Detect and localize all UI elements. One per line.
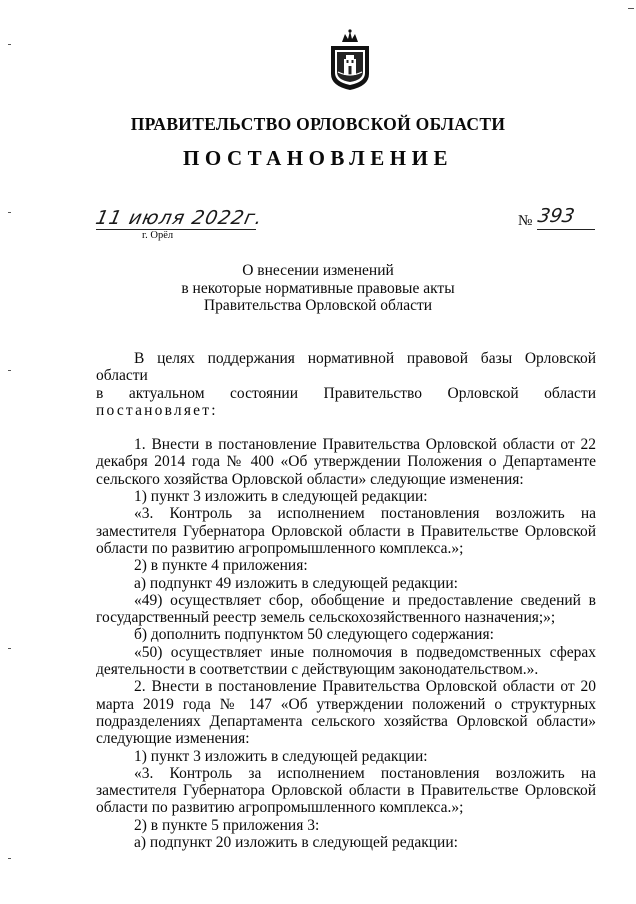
item-1-2a-text: «49) осуществляет сбор, обобщение и предоставление сведений в государственный реестр земель сельскохозяйственного назначения;»; [96, 591, 596, 627]
scan-speck [8, 648, 11, 649]
handwritten-date: 11 июля 2022г. [93, 207, 265, 229]
item-2-2: 2) в пункте 5 приложения 3: [134, 816, 320, 834]
paragraph-1: 1. Внести в постановление Правительства Орловской области от 22 декабря 2014 года № 400 «Об утверждении Положения о Департаменте сельского хозяйства Орловской области» следующие изменения: [96, 436, 596, 488]
scan-speck [628, 8, 634, 9]
number-underline [537, 229, 595, 230]
intro-line: в актуальном состоянии Правительство Орловской области [96, 384, 596, 402]
subject-line: Правительства Орловской области [203, 297, 433, 314]
document-subject [0, 262, 636, 315]
item-1-2a: а) подпункт 49 изложить в следующей редакции: [134, 574, 458, 592]
item-2-1: 1) пункт 3 изложить в следующей редакции: [134, 747, 428, 765]
scan-speck [8, 858, 11, 859]
document-body [96, 350, 596, 851]
item-1-2: 2) в пункте 4 приложения: [134, 557, 308, 575]
item-2-1-text: «3. Контроль за исполнением постановления возложить на заместителя Губернатора Орловской области в Правительстве Орловской области по развитию агропромышленного комплекса.»; [96, 764, 596, 817]
item-1-2b-text: «50) осуществляет иные полномочия в подведомственных сферах деятельности в соответствии с действующим законодательством.». [96, 643, 596, 679]
scan-speck [8, 212, 11, 213]
city-label: г. Орёл [142, 230, 174, 241]
document-type: ПОСТАНОВЛЕНИЕ [183, 146, 453, 170]
number-label: № [518, 213, 533, 229]
handwritten-number: 393 [536, 205, 577, 227]
paragraph-2: 2. Внести в постановление Правительства Орловской области от 20 марта 2019 года № 147 «Об утверждении положений о структурных подразделениях Департамента сельского хозяйства Орловской области» следующие изменения: [96, 678, 596, 748]
subject-line: в некоторые нормативные правовые акты [181, 279, 455, 297]
date-underline [96, 229, 256, 230]
intro-line: В целях поддержания нормативной правовой базы Орловской области [96, 350, 596, 385]
item-1-2b: б) дополнить подпунктом 50 следующего содержания: [134, 626, 494, 644]
subject-line: О внесении изменений [242, 262, 394, 279]
item-1-1: 1) пункт 3 изложить в следующей редакции: [134, 488, 428, 506]
scan-speck [8, 370, 11, 371]
intro-line: постановляет: [96, 401, 218, 419]
item-1-1-text: «3. Контроль за исполнением постановления возложить на заместителя Губернатора Орловской области в Правительстве Орловской области по развитию агропромышленного комплекса.»; [96, 505, 596, 557]
orel-region-coat-of-arms [326, 28, 374, 92]
scan-speck [8, 44, 11, 45]
government-title: ПРАВИТЕЛЬСТВО ОРЛОВСКОЙ ОБЛАСТИ [130, 114, 506, 134]
item-2-2a: а) подпункт 20 изложить в следующей редакции: [134, 834, 458, 852]
